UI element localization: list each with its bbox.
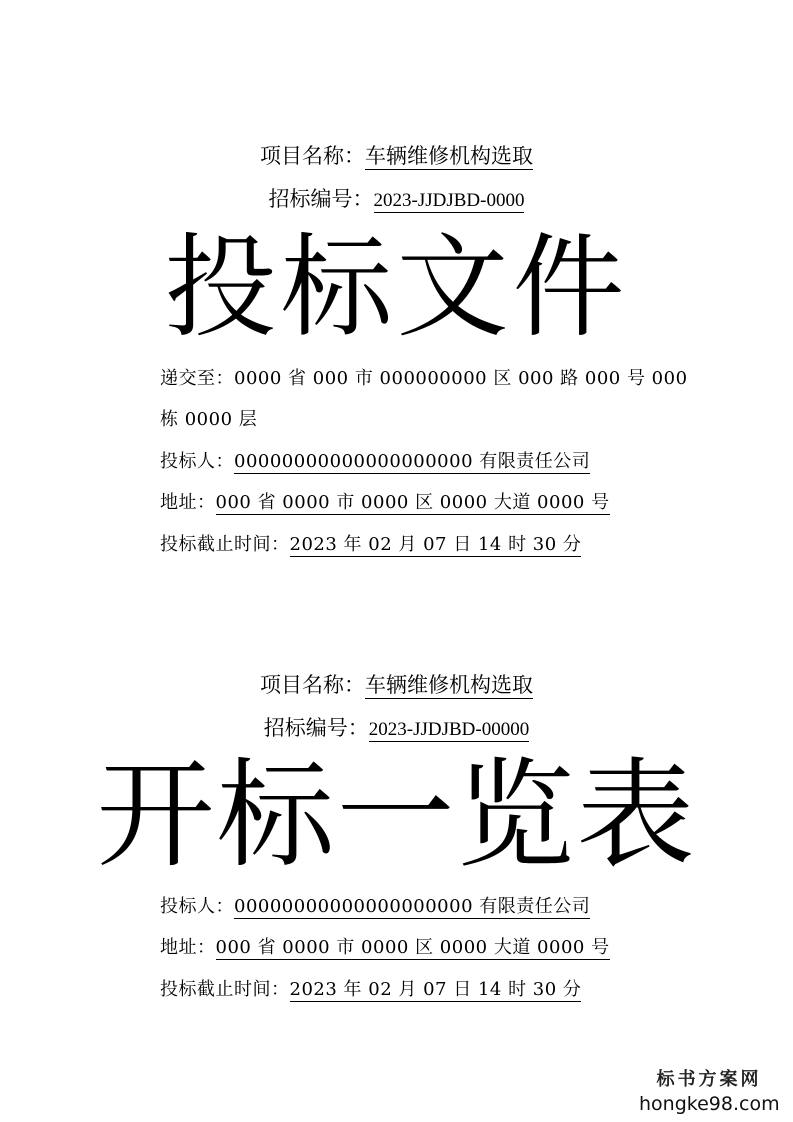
bidder-value: 00000000000000000000 有限责任公司	[234, 451, 591, 472]
bidder-label: 投标人：	[160, 896, 234, 917]
deliver-value-line-2: 栋 0000 层	[160, 409, 258, 430]
watermark-cn-text: 标书方案网	[656, 1069, 762, 1090]
bidder-line-2	[160, 894, 590, 920]
deadline-label: 投标截止时间：	[160, 534, 290, 555]
bidder-label: 投标人：	[160, 451, 234, 472]
deliver-value-line-1: 0000 省 000 市 000000000 区 000 路 000 号 000	[234, 368, 688, 389]
project-name-line-2	[0, 670, 793, 700]
project-name-line-1	[0, 141, 793, 171]
bid-number-line-1	[0, 184, 793, 216]
bid-number-label: 招标编号：	[263, 716, 369, 740]
address-value: 000 省 0000 市 0000 区 0000 大道 0000 号	[215, 937, 610, 958]
bid-number-value: 2023-JJDJBD-00000	[368, 719, 530, 740]
deadline-value: 2023 年 02 月 07 日 14 时 30 分	[289, 979, 582, 1000]
bid-opening-summary-title: 开标一览表	[96, 746, 697, 884]
project-name-value: 车辆维修机构选取	[365, 144, 533, 168]
bid-number-value: 2023-JJDJBD-0000	[373, 190, 525, 211]
bidder-value: 00000000000000000000 有限责任公司	[234, 896, 591, 917]
bidder-line-1	[160, 449, 590, 475]
deadline-value: 2023 年 02 月 07 日 14 时 30 分	[289, 534, 582, 555]
address-line-2	[160, 935, 610, 961]
bid-number-line-2	[0, 713, 793, 745]
bid-document-title: 投标文件	[164, 223, 629, 353]
address-label: 地址：	[160, 492, 216, 513]
bid-number-label: 招标编号：	[268, 187, 374, 211]
project-name-value: 车辆维修机构选取	[365, 673, 533, 697]
deliver-line-1	[160, 366, 688, 392]
address-line-1	[160, 490, 610, 516]
site-watermark	[639, 1068, 779, 1116]
deliver-line-2	[160, 407, 257, 433]
address-label: 地址：	[160, 937, 216, 958]
watermark-url-text: hongke98.com	[639, 1093, 780, 1115]
deadline-line-1	[160, 532, 581, 558]
deadline-label: 投标截止时间：	[160, 979, 290, 1000]
address-value: 000 省 0000 市 0000 区 0000 大道 0000 号	[215, 492, 610, 513]
project-name-label: 项目名称：	[260, 673, 365, 697]
deadline-line-2	[160, 977, 581, 1003]
project-name-label: 项目名称：	[260, 144, 365, 168]
deliver-label: 递交至：	[160, 368, 234, 389]
